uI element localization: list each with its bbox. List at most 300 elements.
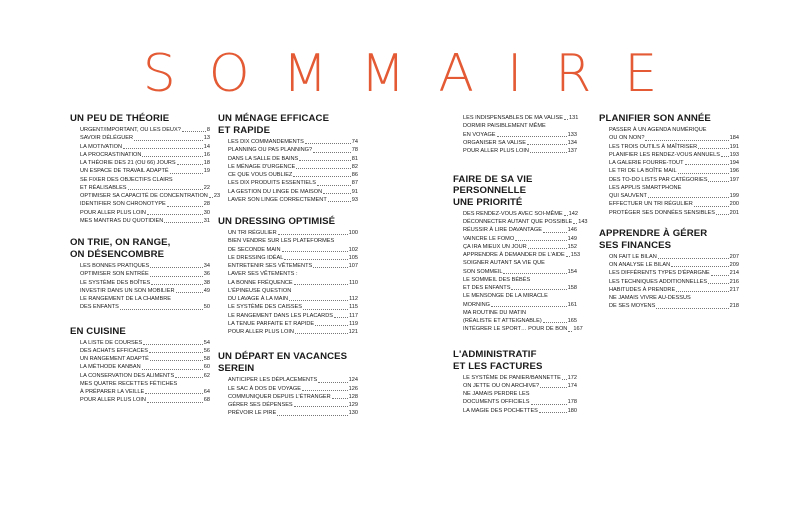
dot-leader: [658, 258, 729, 259]
toc-entry[interactable]: [453, 301, 577, 309]
toc-entry-label: LE RANGEMENT DE LA CHAMBRE: [80, 296, 171, 302]
dot-leader: [671, 266, 729, 267]
dot-leader: [294, 406, 348, 407]
toc-entry[interactable]: [70, 159, 210, 167]
dot-leader: [293, 176, 350, 177]
dot-leader: [708, 283, 729, 284]
toc-entry-label: LE SYSTÈME DES CAISSES: [228, 304, 302, 311]
toc-entry-page: 153: [570, 252, 581, 258]
toc-entry[interactable]: [218, 376, 358, 384]
toc-entry-label: DES ACHATS EFFICACES: [80, 347, 148, 354]
toc-entry-page: 130: [348, 410, 358, 417]
toc-entry[interactable]: [453, 390, 577, 398]
toc-entry[interactable]: [453, 131, 577, 139]
toc-entry[interactable]: [218, 328, 358, 336]
toc-entry-page: 38: [203, 279, 210, 286]
toc-entry-page: 28: [203, 201, 210, 208]
toc-entry-label: SE FIXER DES OBJECTIFS CLAIRS: [80, 176, 173, 183]
toc-entry-label: LE MENSONGE DE LA MIRACLE: [463, 293, 548, 300]
toc-entry-page: 184: [729, 135, 739, 142]
toc-entry-label: COMMUNIQUER DEPUIS L'ÉTRANGER: [228, 393, 331, 400]
toc-entry[interactable]: [453, 243, 577, 251]
toc-entry-page: 19: [203, 168, 210, 175]
toc-entry[interactable]: [218, 320, 358, 328]
toc-entry-page: 117: [349, 312, 358, 319]
dot-leader: [528, 248, 567, 249]
toc-entry[interactable]: [599, 134, 739, 142]
toc-entry[interactable]: [70, 396, 210, 404]
dot-leader: [564, 215, 568, 216]
toc-entry[interactable]: [453, 251, 581, 259]
toc-entry-label: CE QUE VOUS OUBLIEZ: [228, 172, 293, 178]
toc-entry-page: 196: [729, 168, 739, 175]
toc-entry-page: 78: [351, 147, 358, 154]
section-heading: UN DRESSING OPTIMISÉ: [218, 216, 336, 227]
toc-entry[interactable]: [453, 374, 577, 382]
toc-entry[interactable]: [453, 398, 577, 406]
toc-entry-page: 105: [348, 254, 358, 261]
toc-entry-label: POUR ALLER PLUS LOIN: [228, 329, 294, 335]
toc-entry[interactable]: [453, 317, 577, 325]
toc-entry-page: 178: [567, 399, 577, 406]
toc-entry-page: 180: [567, 407, 577, 414]
section-heading: PLANIFIER SON ANNÉE: [599, 113, 711, 124]
dot-leader: [123, 148, 203, 149]
dot-leader: [150, 276, 203, 277]
toc-entry[interactable]: [218, 287, 358, 295]
toc-entry[interactable]: [453, 407, 577, 415]
toc-entry-label: UN TRI RÉGULIER: [228, 230, 277, 236]
toc-entry[interactable]: [599, 159, 739, 167]
dot-leader: [491, 306, 567, 307]
dot-leader: [313, 267, 347, 268]
toc-entry[interactable]: [218, 171, 358, 179]
dot-leader: [150, 360, 203, 361]
toc-entry-page: 54: [203, 339, 210, 346]
toc-entry-label: MES MANTRAS DU QUOTIDIEN: [80, 217, 164, 224]
toc-entry[interactable]: [218, 163, 358, 171]
toc-entry[interactable]: [599, 278, 739, 286]
toc-entry-label: LA BONNE FRÉQUENCE: [228, 279, 293, 286]
toc-entry-label: INTÉGRER LE SPORT… POUR DE BON: [463, 326, 568, 333]
toc-entry-label: LE TRI DE LA BOÎTE MAIL: [609, 168, 677, 175]
toc-entry[interactable]: [218, 155, 358, 163]
toc-entry[interactable]: [218, 312, 358, 320]
toc-column-2: [218, 114, 358, 427]
toc-entry[interactable]: [218, 270, 358, 278]
toc-entry[interactable]: [599, 192, 739, 200]
toc-entry[interactable]: [218, 229, 358, 237]
dot-leader: [540, 387, 567, 388]
dot-leader: [142, 369, 203, 370]
toc-entry-page: 93: [351, 196, 358, 203]
toc-entry[interactable]: [70, 126, 210, 134]
toc-entry[interactable]: [453, 325, 583, 333]
toc-entry-label: UN RANGEMENT ADAPTÉ: [80, 356, 149, 362]
toc-entry[interactable]: [453, 147, 577, 155]
section-heading: UNE PRIORITÉ: [453, 196, 523, 208]
toc-entry-label: LES DIFFÉRENTS TYPES D'ÉPARGNE: [609, 270, 710, 277]
toc-entry-label: LA LISTE DE COURSES: [80, 339, 143, 346]
toc-entry[interactable]: [70, 388, 210, 396]
toc-entry[interactable]: [70, 355, 210, 363]
toc-entry[interactable]: [453, 259, 577, 267]
toc-entry-label: L'ÉPINEUSE QUESTION: [228, 287, 292, 294]
toc-entry[interactable]: [70, 151, 210, 159]
dot-leader: [573, 223, 577, 224]
section-heading: ON TRIE, ON RANGE,: [70, 237, 171, 248]
toc-entry-page: 207: [729, 253, 739, 260]
toc-entry-page: 137: [567, 148, 577, 154]
dot-leader: [332, 398, 348, 399]
toc-entry[interactable]: [599, 126, 739, 134]
toc-entry-label: VAINCRE LE FOMO: [463, 235, 515, 242]
toc-entry[interactable]: [599, 209, 739, 217]
toc-entry-page: 218: [729, 303, 739, 310]
toc-section: [70, 113, 221, 225]
toc-entry-label: LA THÉORIE DES 21 (OU 66) JOURS: [80, 160, 176, 166]
toc-entry-page: 91: [351, 188, 358, 195]
dot-leader: [318, 382, 347, 383]
dot-leader: [645, 140, 728, 141]
toc-entry-page: 14: [203, 143, 210, 150]
toc-entry-page: 133: [567, 131, 577, 138]
page-title: SOMMAIRE: [142, 44, 691, 104]
toc-entry-page: 152: [567, 243, 577, 250]
toc-entry-label: LE RANGEMENT DANS LES PLACARDS: [228, 312, 333, 319]
toc-entry[interactable]: [70, 339, 210, 347]
toc-entry-label: ANTICIPER LES DÉPLACEMENTS: [228, 377, 318, 384]
toc-entry-page: 193: [729, 151, 739, 158]
toc-entry-label: SON SOMMEIL: [463, 268, 503, 275]
toc-entry[interactable]: [70, 347, 210, 355]
toc-section: [453, 350, 577, 415]
toc-entry-page: 22: [203, 184, 210, 191]
toc-entry[interactable]: [70, 134, 210, 142]
toc-entry[interactable]: [70, 209, 210, 217]
dot-leader: [562, 379, 567, 380]
toc-entry[interactable]: [453, 309, 577, 317]
dot-leader: [128, 189, 203, 190]
toc-entry[interactable]: [599, 200, 739, 208]
dot-leader: [305, 143, 351, 144]
dot-leader: [317, 185, 351, 186]
toc-entry-label: OU ON NON?: [609, 135, 645, 142]
toc-entry[interactable]: [70, 184, 210, 192]
toc-entry[interactable]: [453, 210, 577, 218]
dot-leader: [678, 173, 729, 174]
toc-entry-page: 146: [567, 227, 577, 234]
toc-entry[interactable]: [599, 269, 739, 277]
toc-entry[interactable]: [453, 139, 577, 147]
toc-entry[interactable]: [218, 254, 358, 262]
toc-entry[interactable]: [453, 235, 577, 243]
toc-entry[interactable]: [453, 292, 577, 300]
toc-entry-label: PRÉVOIR LE PIRE: [228, 410, 277, 417]
toc-entry-label: URGENT/IMPORTANT, OU LES DEUX?: [80, 127, 181, 133]
toc-entry-label: LE MÉNAGE D'URGENCE: [228, 163, 296, 170]
toc-entry-label: POUR ALLER PLUS LOIN: [80, 397, 146, 404]
dot-leader: [708, 181, 728, 182]
toc-entry-page: 107: [348, 263, 358, 269]
dot-leader: [539, 412, 567, 413]
toc-entry-page: 13: [203, 135, 210, 142]
toc-entry[interactable]: [218, 279, 358, 287]
dot-leader: [295, 333, 348, 334]
toc-entry-label: LA CONSERVATION DES ALIMENTS: [80, 372, 175, 379]
toc-entry[interactable]: [218, 295, 358, 303]
dot-leader: [175, 377, 203, 378]
toc-entry[interactable]: [70, 372, 210, 380]
toc-entry-page: 161: [567, 301, 577, 308]
toc-entry-label: LES INDISPENSABLES DE MA VALISE: [463, 115, 564, 121]
toc-entry-page: 128: [348, 393, 358, 400]
toc-entry-label: DES RENDEZ-VOUS AVEC SOI-MÊME: [463, 210, 563, 217]
toc-entry[interactable]: [218, 303, 358, 311]
toc-entry[interactable]: [70, 167, 210, 175]
dot-leader: [543, 232, 567, 233]
dot-leader: [698, 148, 728, 149]
toc-entry[interactable]: [453, 268, 577, 276]
dot-leader: [296, 168, 350, 169]
section-heading: FAIRE DE SA VIE PERSONNELLE: [453, 174, 533, 196]
toc-entry[interactable]: [218, 146, 358, 154]
toc-entry-label: LES TROIS OUTILS À MAÎTRISER: [609, 143, 698, 150]
toc-entry[interactable]: [599, 143, 739, 151]
toc-entry[interactable]: [218, 246, 358, 254]
toc-entry-label: ORGANISER SA VALISE: [463, 139, 527, 146]
toc-entry-page: 82: [351, 163, 358, 170]
toc-entry[interactable]: [70, 262, 210, 270]
toc-entry-label: ET RÉALISABLES: [80, 184, 127, 191]
section-heading: L'ADMINISTRATIF: [453, 348, 537, 360]
toc-entry[interactable]: [599, 286, 739, 294]
toc-entry-page: 158: [567, 285, 577, 291]
toc-entry-label: GÉRER SES DÉPENSES: [228, 402, 293, 408]
dot-leader: [150, 267, 203, 268]
dot-leader: [721, 156, 729, 157]
dot-leader: [527, 144, 567, 145]
toc-entry-label: LES DIX PRODUITS ESSENTIELS: [228, 180, 316, 187]
dot-leader: [564, 119, 568, 120]
dot-leader: [120, 309, 203, 310]
toc-entry-label: NE JAMAIS VIVRE AU-DESSUS: [609, 295, 691, 301]
toc-section: [70, 238, 210, 312]
toc-entry[interactable]: [218, 196, 358, 204]
dot-leader: [328, 201, 351, 202]
toc-entry[interactable]: [453, 226, 577, 234]
toc-entry-page: 172: [567, 374, 577, 381]
dot-leader: [530, 152, 567, 153]
toc-entry[interactable]: [599, 294, 739, 302]
toc-entry[interactable]: [453, 382, 577, 390]
toc-entry-page: 112: [349, 296, 358, 302]
dot-leader: [515, 240, 566, 241]
toc-entry-label: DORMIR PAISIBLEMENT MÊME: [463, 123, 546, 130]
toc-entry[interactable]: [453, 276, 577, 284]
toc-entry-page: 34: [203, 263, 210, 269]
toc-entry[interactable]: [218, 237, 358, 245]
toc-entry-label: POUR ALLER PLUS LOIN: [80, 209, 146, 216]
toc-entry[interactable]: [599, 302, 739, 310]
section-heading: ET LES FACTURES: [453, 360, 543, 372]
toc-entry-page: 142: [568, 210, 579, 217]
toc-entry-label: IDENTIFIER SON CHRONOTYPE: [80, 201, 166, 208]
toc-entry-label: ON JETTE OU ON ARCHIVE?: [463, 382, 540, 389]
toc-entry-page: 16: [203, 151, 210, 158]
toc-entry-label: EFFECTUER UN TRI RÉGULIER: [609, 201, 693, 208]
dot-leader: [497, 136, 567, 137]
toc-entry-label: LES TECHNIQUES ADDITIONNELLES: [609, 278, 708, 285]
toc-entry-page: 86: [351, 172, 358, 178]
toc-entry[interactable]: [70, 287, 210, 295]
toc-entry[interactable]: [599, 253, 739, 261]
toc-entry-label: POUR ALLER PLUS LOIN: [463, 148, 529, 154]
dot-leader: [134, 140, 203, 141]
toc-entry-label: DES TO-DO LISTS PAR CATÉGORIES: [609, 176, 708, 183]
toc-entry[interactable]: [218, 409, 358, 417]
toc-entry[interactable]: [453, 284, 577, 292]
toc-entry[interactable]: [218, 401, 358, 409]
toc-entry-label: MORNING: [463, 301, 491, 308]
toc-entry[interactable]: [218, 188, 358, 196]
toc-section: [218, 114, 358, 204]
dot-leader: [170, 173, 203, 174]
dot-leader: [284, 259, 347, 260]
dot-leader: [282, 251, 348, 252]
dot-leader: [299, 160, 351, 161]
toc-entry-page: 81: [351, 155, 358, 162]
toc-entry[interactable]: [599, 151, 739, 159]
toc-section: [218, 217, 358, 336]
dot-leader: [177, 164, 203, 165]
dot-leader: [302, 390, 348, 391]
toc-entry-label: INVESTIR DANS UN SON MOBILIER: [80, 287, 175, 294]
section-heading: SES FINANCES: [599, 239, 672, 251]
toc-entry-page: 199: [729, 193, 739, 199]
toc-entry-page: 129: [348, 402, 358, 408]
toc-column-1: [70, 113, 221, 414]
toc-entry-label: PLANIFIER LES RENDEZ-VOUS ANNUELS: [609, 151, 720, 158]
toc-entry[interactable]: [70, 295, 210, 303]
dot-leader: [147, 402, 203, 403]
toc-entry-page: 165: [567, 318, 577, 324]
toc-entry[interactable]: [70, 270, 210, 278]
section-heading: SEREIN: [218, 363, 255, 375]
toc-entry-label: LAVER SES VÊTEMENTS :: [228, 271, 298, 278]
dot-leader: [568, 331, 572, 332]
dot-leader: [566, 256, 570, 257]
dot-leader: [149, 352, 203, 353]
toc-entry-page: 126: [348, 385, 358, 392]
toc-section: [453, 114, 577, 155]
dot-leader: [511, 289, 566, 290]
toc-entry[interactable]: [70, 279, 210, 287]
toc-entry-page: 167: [573, 326, 583, 333]
dot-leader: [716, 214, 729, 215]
toc-entry-page: 30: [203, 209, 210, 216]
section-heading: APPRENDRE À GÉRER: [599, 227, 708, 239]
toc-entry-page: 110: [349, 279, 358, 286]
toc-entry-label: LE SOMMEIL DES BÉBÉS: [463, 276, 531, 283]
toc-entry[interactable]: [218, 385, 358, 393]
dot-leader: [334, 317, 348, 318]
toc-entry-page: 134: [567, 139, 577, 146]
toc-entry-page: 115: [349, 304, 358, 311]
dot-leader: [313, 152, 351, 153]
toc-entry-page: 194: [729, 160, 739, 166]
toc-entry-page: 197: [729, 176, 739, 183]
toc-entry-label: PASSER À UN AGENDA NUMÉRIQUE: [609, 127, 707, 133]
toc-entry[interactable]: [70, 192, 221, 200]
toc-entry-page: 191: [729, 143, 739, 150]
toc-entry[interactable]: [599, 167, 739, 175]
toc-entry-page: 214: [729, 270, 739, 277]
toc-entry-label: DE SECONDE MAIN: [228, 246, 281, 253]
toc-entry[interactable]: [70, 217, 210, 225]
toc-entry-label: UN ESPACE DE TRAVAIL ADAPTÉ: [80, 168, 169, 175]
dot-leader: [531, 404, 567, 405]
toc-entry-label: LAVER SON LINGE CORRECTEMENT: [228, 196, 327, 203]
dot-leader: [209, 197, 213, 198]
toc-entry-page: 174: [567, 382, 577, 389]
toc-entry-page: 18: [203, 160, 210, 166]
dot-leader: [182, 131, 206, 132]
toc-entry-label: ENTRETENIR SES VÊTEMENTS: [228, 263, 313, 269]
toc-entry-page: 209: [729, 262, 739, 268]
toc-entry-label: LES BONNES PRATIQUES: [80, 263, 150, 269]
toc-entry[interactable]: [599, 176, 739, 184]
toc-entry[interactable]: [70, 200, 210, 208]
toc-entry[interactable]: [218, 393, 358, 401]
toc-entry-label: RÉUSSIR À LIRE DAVANTAGE: [463, 227, 542, 234]
toc-entry-page: 23: [213, 193, 221, 199]
toc-entry[interactable]: [70, 143, 210, 151]
toc-entry[interactable]: [218, 262, 358, 270]
toc-entry[interactable]: [453, 114, 577, 122]
toc-entry-label: LA MÉTHODE KANBAN: [80, 364, 141, 371]
section-heading: UN PEU DE THÉORIE: [70, 113, 170, 124]
toc-entry[interactable]: [70, 303, 210, 311]
toc-entry[interactable]: [453, 122, 577, 130]
toc-section: [70, 327, 210, 405]
toc-entry-page: 200: [729, 201, 739, 208]
toc-entry-label: EN VOYAGE: [463, 131, 496, 138]
section-heading: ON DÉSENCOMBRE: [70, 249, 165, 260]
toc-entry[interactable]: [70, 176, 210, 184]
toc-entry[interactable]: [218, 179, 358, 187]
dot-leader: [143, 344, 203, 345]
toc-entry-page: 36: [203, 271, 210, 278]
toc-entry-label: DES ENFANTS: [80, 304, 119, 311]
dot-leader: [303, 309, 348, 310]
toc-entry-page: 31: [203, 217, 210, 224]
toc-entry-page: 131: [569, 115, 579, 121]
toc-entry-label: MA ROUTINE DU MATIN: [463, 309, 526, 316]
toc-entry[interactable]: [599, 184, 739, 192]
toc-section: [218, 352, 358, 417]
toc-entry[interactable]: [70, 380, 210, 388]
toc-entry[interactable]: [599, 261, 739, 269]
toc-entry-page: 60: [203, 364, 210, 371]
toc-entry[interactable]: [453, 218, 588, 226]
dot-leader: [164, 222, 202, 223]
toc-entry-label: OPTIMISER SA CAPACITÉ DE CONCENTRATION: [80, 193, 208, 199]
dot-leader: [176, 292, 203, 293]
toc-entry-label: SAVOIR DÉLÉGUER: [80, 135, 134, 142]
toc-entry[interactable]: [218, 138, 358, 146]
toc-entry[interactable]: [70, 363, 210, 371]
